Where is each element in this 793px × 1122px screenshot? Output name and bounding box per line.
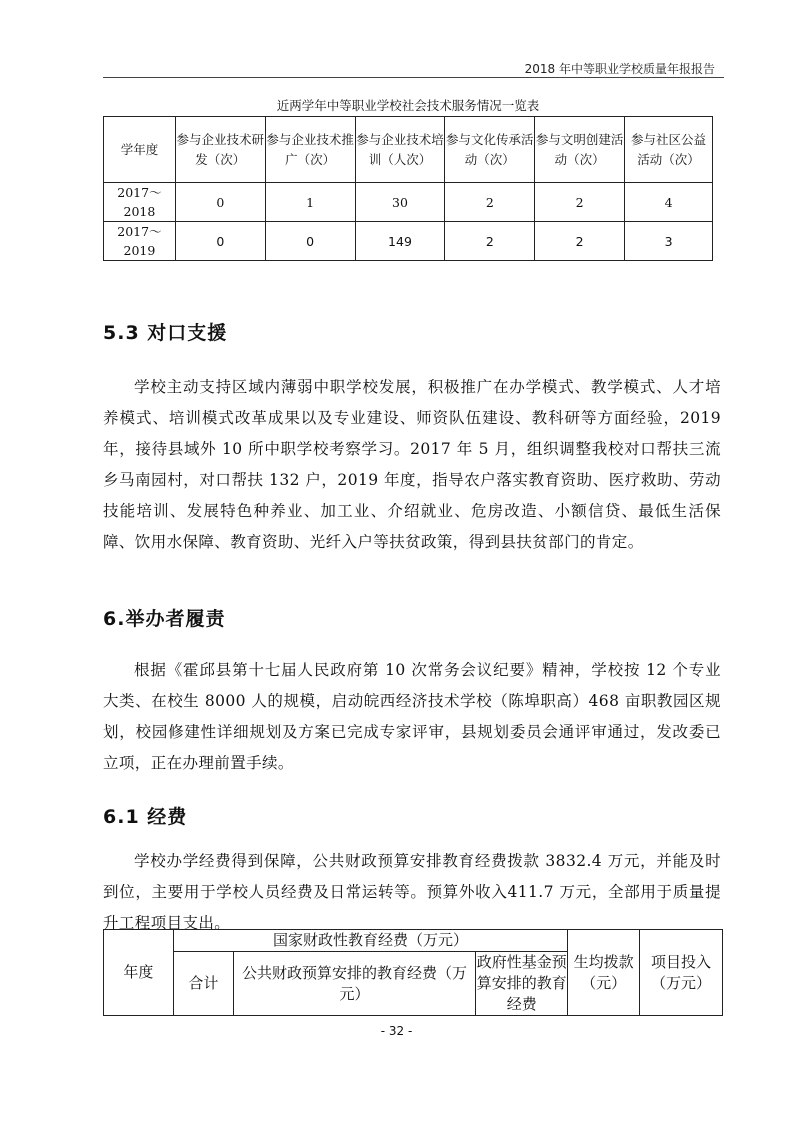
table-cell: 2 [535,222,625,261]
column-header: 参与企业技术推广（次） [265,117,355,183]
table-cell: 2 [535,183,625,222]
table-cell: 3 [625,222,713,261]
table-cell-year: 2017～2019 [104,222,176,261]
column-header-year: 年度 [104,930,174,1016]
table-cell: 0 [265,222,355,261]
section-heading-5-3: 5.3 对口支援 [103,322,228,344]
table-row [104,183,713,222]
page-header-title: 2018 年中等职业学校质量年报报告 [524,62,715,76]
table-cell-year: 2017～2018 [104,183,176,222]
column-header: 参与文化传承活动（次） [445,117,535,183]
column-header: 参与企业技术培训（人次） [355,117,445,183]
column-header-total: 合计 [173,952,233,1016]
column-header-per-student: 生均拨款（元） [568,930,640,1016]
section-paragraph-6: 根据《霍邱县第十七届人民政府第 10 次常务会议纪要》精神，学校按 12 个专业大类、在校生 8000 人的规模，启动皖西经济技术学校（陈埠职高）468 亩职教园区规划，校园修建性详细规划及方案已完成专家评审，县规划委员会通评审通过，发改委已立项，正在办理前置手续。 [103,661,721,772]
table-cell: 1 [265,183,355,222]
column-header: 学年度 [104,117,176,183]
table-cell: 0 [175,183,265,222]
column-header-group: 国家财政性教育经费（万元） [173,930,567,952]
table-cell: 2 [445,222,535,261]
table-cell: 2 [445,183,535,222]
table-caption: 近两学年中等职业学校社会技术服务情况一览表 [276,98,540,113]
column-header-fund: 政府性基金预算安排的教育经费 [476,952,568,1016]
column-header-public: 公共财政预算安排的教育经费（万元） [233,952,476,1016]
column-header: 参与文明创建活动（次） [535,117,625,183]
table-header-row [104,117,713,183]
table-row [104,222,713,261]
column-header: 参与社区公益活动（次） [625,117,713,183]
section-paragraph-6-1: 学校办学经费得到保障，公共财政预算安排教育经费拨款 3832.4 万元，并能及时到位，主要用于学校人员经费及日常运转等。预算外收入411.7 万元，全部用于质量提升工程项目支出。 [103,852,721,932]
column-header-project: 项目投入（万元） [640,930,723,1016]
section-heading-6-1: 6.1 经费 [103,806,188,828]
service-stats-table [103,116,713,261]
table-cell: 4 [625,183,713,222]
header-divider [103,77,724,78]
funding-table [103,929,723,1016]
table-cell: 0 [175,222,265,261]
table-cell: 149 [355,222,445,261]
table-header-row [104,930,723,952]
page-number: - 32 - [380,1024,413,1038]
table-cell: 30 [355,183,445,222]
column-header: 参与企业技术研发（次） [175,117,265,183]
section-heading-6: 6.举办者履责 [103,608,226,630]
section-paragraph-5-3: 学校主动支持区域内薄弱中职学校发展，积极推广在办学模式、教学模式、人才培养模式、培训模式改革成果以及专业建设、师资队伍建设、教科研等方面经验，2019 年，接待县域外 10 所中职学校考察学习。2017 年 5 月，组织调整我校对口帮扶三流乡马南园村，对口帮扶 132 户，2019 年度，指导农户落实教育资助、医疗救助、劳动技能培训、发展特色种养业、加工业、介绍就业、危房改造、小额信贷、最低生活保障、饮用水保障、教育资助、光纤入户等扶贫政策，得到县扶贫部门的肯定。 [103,378,721,551]
